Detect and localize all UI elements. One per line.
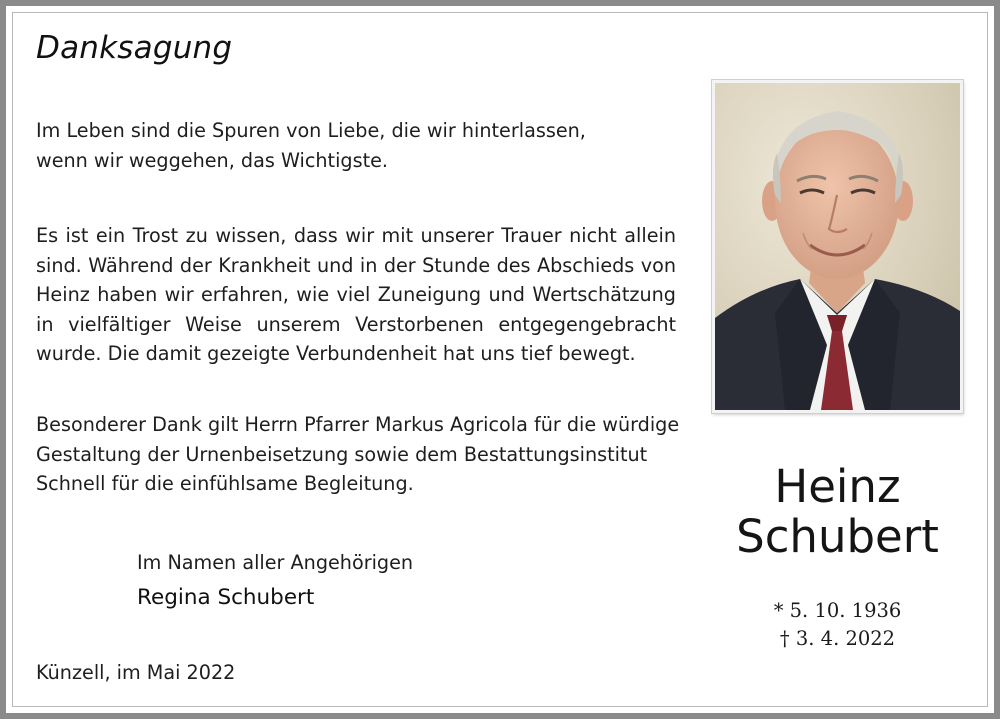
paragraph-line: wurde. Die damit gezeigte Verbundenheit hat uns tief bewegt. <box>36 342 636 365</box>
place-date: Künzell, im Mai 2022 <box>36 661 236 684</box>
paragraph-quote <box>36 116 676 175</box>
signature-name: Regina Schubert <box>137 585 315 610</box>
death-date: † 3. 4. 2022 <box>779 627 896 650</box>
paragraph-line: in vielfältiger Weise unserem Verstorbenen entgegengebracht <box>36 312 676 336</box>
paragraph-line: Heinz haben wir erfahren, wie viel Zuneigung und Wertschätzung <box>36 283 676 306</box>
signature-intro: Im Namen aller Angehörigen <box>137 551 414 574</box>
portrait-photo <box>712 80 963 413</box>
life-dates <box>712 597 963 653</box>
paragraph-line: Besonderer Dank gilt Herrn Pfarrer Markus Agricola für die würdige <box>36 413 680 436</box>
paragraph-line: wenn wir weggehen, das Wichtigste. <box>36 148 388 172</box>
portrait-illustration <box>715 83 960 410</box>
deceased-first-name: Heinz <box>774 460 901 513</box>
heading: Danksagung <box>36 30 233 66</box>
paragraph-line: sind. Während der Krankheit und in der Stunde des Abschieds von <box>36 253 676 277</box>
paragraph-line: Im Leben sind die Spuren von Liebe, die wir hinterlassen, <box>36 119 586 142</box>
deceased-last-name: Schubert <box>736 510 939 563</box>
paragraph-special-thanks <box>36 410 680 499</box>
paragraph-thanks <box>36 221 676 369</box>
paragraph-line: Es ist ein Trost zu wissen, dass wir mit unserer Trauer nicht allein <box>36 224 676 247</box>
paragraph-line: Schnell für die einfühlsame Begleitung. <box>36 472 414 495</box>
deceased-name <box>712 462 963 562</box>
paragraph-line: Gestaltung der Urnenbeisetzung sowie dem Bestattungsinstitut <box>36 442 648 466</box>
birth-date: * 5. 10. 1936 <box>773 599 902 622</box>
